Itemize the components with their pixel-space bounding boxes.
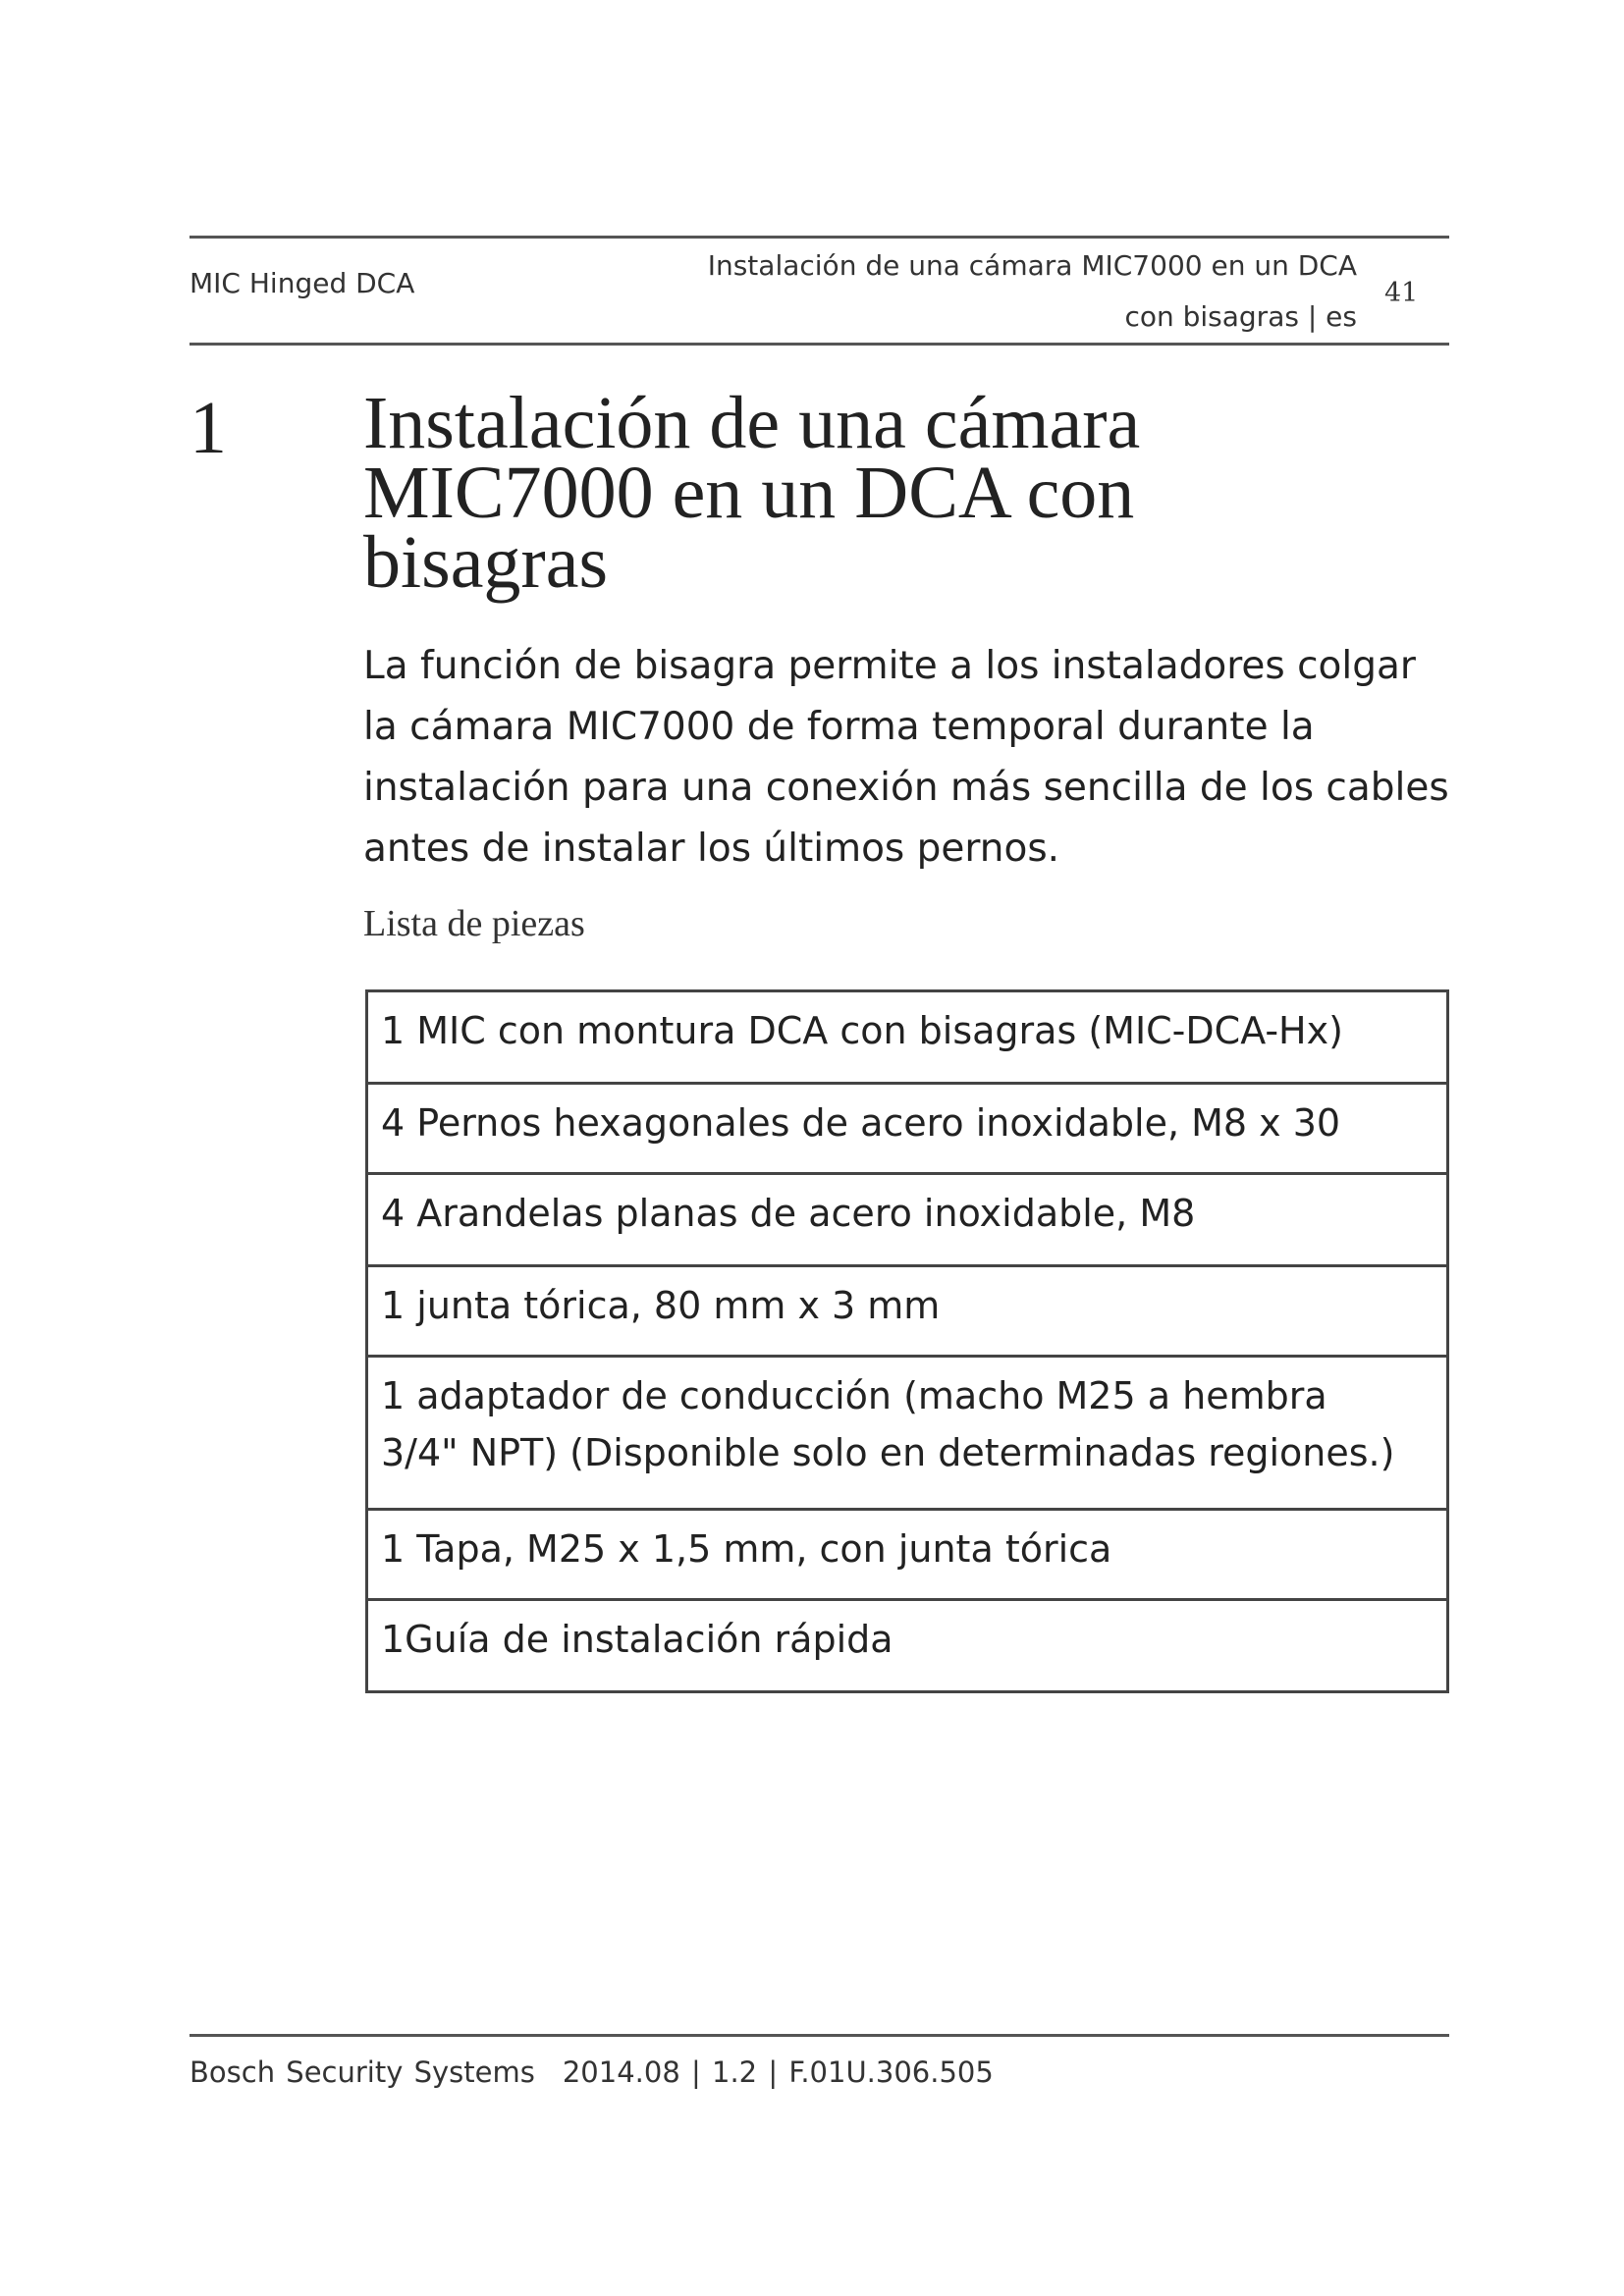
chapter-title-line-2: MIC7000 en un DCA con — [363, 452, 1135, 534]
chapter-number: 1 — [189, 387, 227, 469]
parts-item-text: 1 MIC con montura DCA con bisagras (MIC-DCA-Hx) — [381, 1009, 1343, 1052]
intro-line-3: instalación para una conexión más sencilla de los cables — [363, 766, 1449, 810]
parts-item-text-continued: 3/4" NPT) (Disponible solo en determinadas regiones.) — [381, 1431, 1395, 1474]
footer-company: Bosch Security Systems — [189, 2056, 535, 2089]
table-row — [367, 1357, 1448, 1510]
footer-rule — [189, 2034, 1449, 2037]
parts-list-heading: Lista de piezas — [363, 903, 585, 944]
header-bottom-rule — [189, 343, 1449, 346]
parts-item-cell — [367, 1174, 1448, 1266]
intro-paragraph — [363, 636, 1453, 880]
table-row — [367, 1266, 1448, 1357]
footer-doc-info: 2014.08 | 1.2 | F.01U.306.505 — [562, 2056, 994, 2089]
chapter-title — [363, 382, 1443, 604]
chapter-title-line-3: bisagras — [363, 521, 609, 604]
parts-item-cell — [367, 1084, 1448, 1174]
intro-line-1: La función de bisagra permite a los instaladores colgar — [363, 644, 1416, 688]
parts-item-cell — [367, 1266, 1448, 1357]
table-row — [367, 1510, 1448, 1600]
parts-item-cell — [367, 1510, 1448, 1600]
intro-line-4: antes de instalar los últimos pernos. — [363, 827, 1060, 871]
parts-item-cell — [367, 1357, 1448, 1510]
table-row — [367, 1600, 1448, 1692]
parts-item-cell — [367, 991, 1448, 1084]
parts-item-text: 4 Arandelas planas de acero inoxidable, M8 — [381, 1192, 1196, 1235]
parts-item-text: 4 Pernos hexagonales de acero inoxidable, M8 x 30 — [381, 1101, 1341, 1145]
parts-item-text: 1 Tapa, M25 x 1,5 mm, con junta tórica — [381, 1527, 1112, 1571]
header-section-line-1: Instalación de una cámara MIC7000 en un DCA — [707, 249, 1357, 282]
table-row — [367, 1174, 1448, 1266]
intro-line-2: la cámara MIC7000 de forma temporal durante la — [363, 705, 1315, 749]
page-number: 41 — [1384, 278, 1419, 308]
header-section-line-2: con bisagras | es — [1124, 300, 1357, 333]
footer — [189, 2056, 994, 2089]
parts-item-text: 1Guía de instalación rápida — [381, 1618, 893, 1661]
table-row — [367, 991, 1448, 1084]
table-row — [367, 1084, 1448, 1174]
header-product-name: MIC Hinged DCA — [189, 267, 415, 299]
parts-item-cell — [367, 1600, 1448, 1692]
header-section-title — [571, 240, 1357, 343]
parts-item-text: 1 adaptador de conducción (macho M25 a hembra — [381, 1374, 1327, 1417]
header-top-rule — [189, 236, 1449, 239]
chapter-title-line-1: Instalación de una cámara — [363, 382, 1141, 464]
parts-item-text: 1 junta tórica, 80 mm x 3 mm — [381, 1284, 941, 1327]
parts-list-table — [365, 989, 1449, 1693]
